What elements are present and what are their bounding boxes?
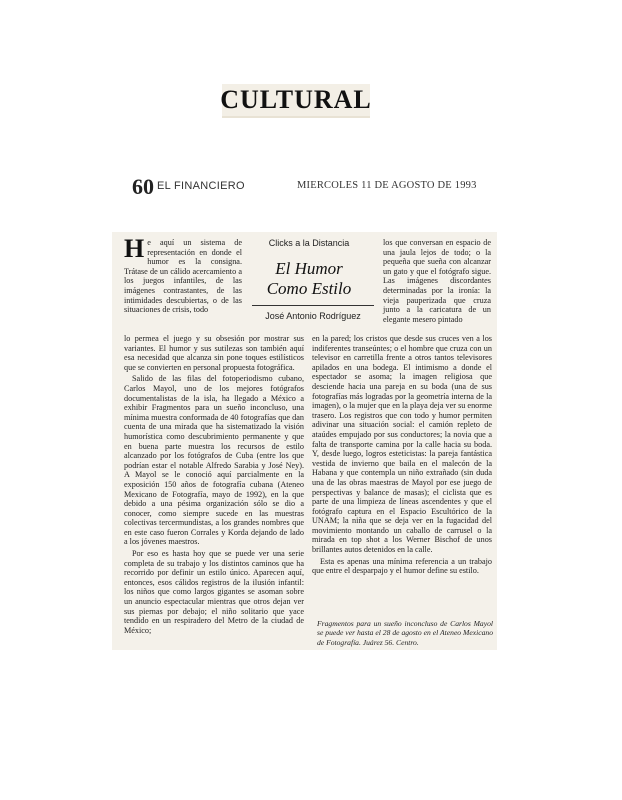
right-body-column: [312, 334, 492, 578]
lead-column: [124, 234, 242, 317]
newspaper-name: EL FINANCIERO: [157, 180, 245, 192]
article-headline: [250, 259, 368, 299]
paragraph-3: Por eso es hasta hoy que se puede ver una serie completa de su trabajo y los distintos caminos que ha recorrido por definir un estilo único. Aparecen aquí, entonces, esos cálidos registros de la ilusión infantil: los niños que como largos gigantes se asoman sobre un anuncio espectacular mientras que otros dejan ver sus piernas por debajo; el niño solitario que yace tendido en un respiradero del Metro de la ciudad de México;: [124, 549, 304, 635]
headline-rule: [252, 305, 374, 306]
section-title: CULTURAL: [220, 85, 372, 114]
paragraph-1-continued: lo permea el juego y su obsesión por mostrar sus variantes. El humor y sus sutilezas son también aquí esa necesidad que alcanza sin pone toques estilísticos que se convierten en personal propuesta fotográfica.: [124, 334, 304, 372]
headline-line-2: Como Estilo: [266, 279, 352, 298]
right-top-paragraph: los que conversan en espacio de una jaula lejos de todo; o la pequeña que sueña con alcanzar un gato y que el fotógrafo sigue. Las imágenes discordantes determinadas por la ironía: la vieja pauperizada que cruza junto a la caricatura de un elegante mesero pintado: [383, 238, 491, 324]
left-body-column: [124, 334, 304, 637]
exhibition-credit: Fragmentos para un sueño inconcluso de Carlos Mayol se puede ver hasta el 28 de agosto en el Ateneo Mexicano de Fotografía. Juárez 56. Centro.: [317, 619, 493, 647]
drop-cap: H: [124, 234, 145, 263]
headline-line-1: El Humor: [275, 259, 343, 278]
paragraph-4: en la pared; los cristos que desde sus cruces ven a los indiferentes transeúntes; o el hombre que cruza con un televisor en carretilla frente a otros tantos televisores apilados en una bodega. El intimismo a donde el espectador se asoma; la imagen religiosa que desciende hacia una pareja en su boda (una de sus fotografías más logradas por la geometría interna de la imagen), o la mujer que en la playa deja ver su enorme trasero. Los registros que con todo y humor permiten adivinar una situación social: el camión repleto de ataúdes empujado por sus conductores; la novia que a falta de transporte camina por la calle hacia su boda. Y, desde luego, logros esteticistas: la pareja fantástica vestida de invierno que baila en el malecón de la Habana y que contempla un niño extrañado (sin duda una de las obras maestras de Mayol por ese juego de perspectivas y balance de masas); el ciclista que es parte de una limpieza de líneas ascendentes y que el fotógrafo captura en el Espacio Escultórico de la UNAM; la niña que se deja ver en la fugacidad del movimiento montando un caballo de carrusel o la mirada en top shot a los Werner Bischof de unos brillantes autos detenidos en la calle.: [312, 334, 492, 555]
publication-date: MIERCOLES 11 DE AGOSTO DE 1993: [297, 180, 477, 191]
right-column-top: [383, 238, 491, 326]
page-number: 60: [132, 174, 154, 199]
lead-paragraph: e aquí un sistema de representación en donde el humor es la consigna. Trátase de un cálido acercamiento a los juegos infantiles, de las imágenes contrastantes, de las intimidades descubiertas, o de las situaciones de crisis, todo: [124, 238, 242, 315]
article-kicker: Clicks a la Distancia: [268, 238, 350, 248]
paragraph-5: Esta es apenas una mínima referencia a un trabajo que entre el desparpajo y el humor define su estilo.: [312, 556, 492, 576]
paragraph-2: Salido de las filas del fotoperiodismo cubano, Carlos Mayol, uno de los mejores fotógrafos documentalistas de la isla, ha llegado a México a exhibir Fragmentos para un sueño inconcluso, una mínima muestra conformada de 40 fotografías que dan cuenta de una mirada que ha sistematizado la visión humorística como descubrimiento permanente y que en buena parte muestra los recursos de estilo alcanzado por los fotógrafos de Cuba (entre los que podrían estar el notable Alfredo Sarabia y José Ney). A Mayol se le conoció aquí parcialmente en la exposición 150 años de fotografía cubana (Ateneo Mexicano de Fotografía, mayo de 1992), en la que debido a una pésima organización sólo se dio a conocer, como siempre sucede en las muestras colectivas tercermundistas, a los grandes nombres que en este caso fueron Corrales y Korda dejando de lado a los jóvenes maestros.: [124, 374, 304, 547]
article-byline: José Antonio Rodríguez: [265, 311, 361, 321]
section-header: [222, 84, 370, 118]
